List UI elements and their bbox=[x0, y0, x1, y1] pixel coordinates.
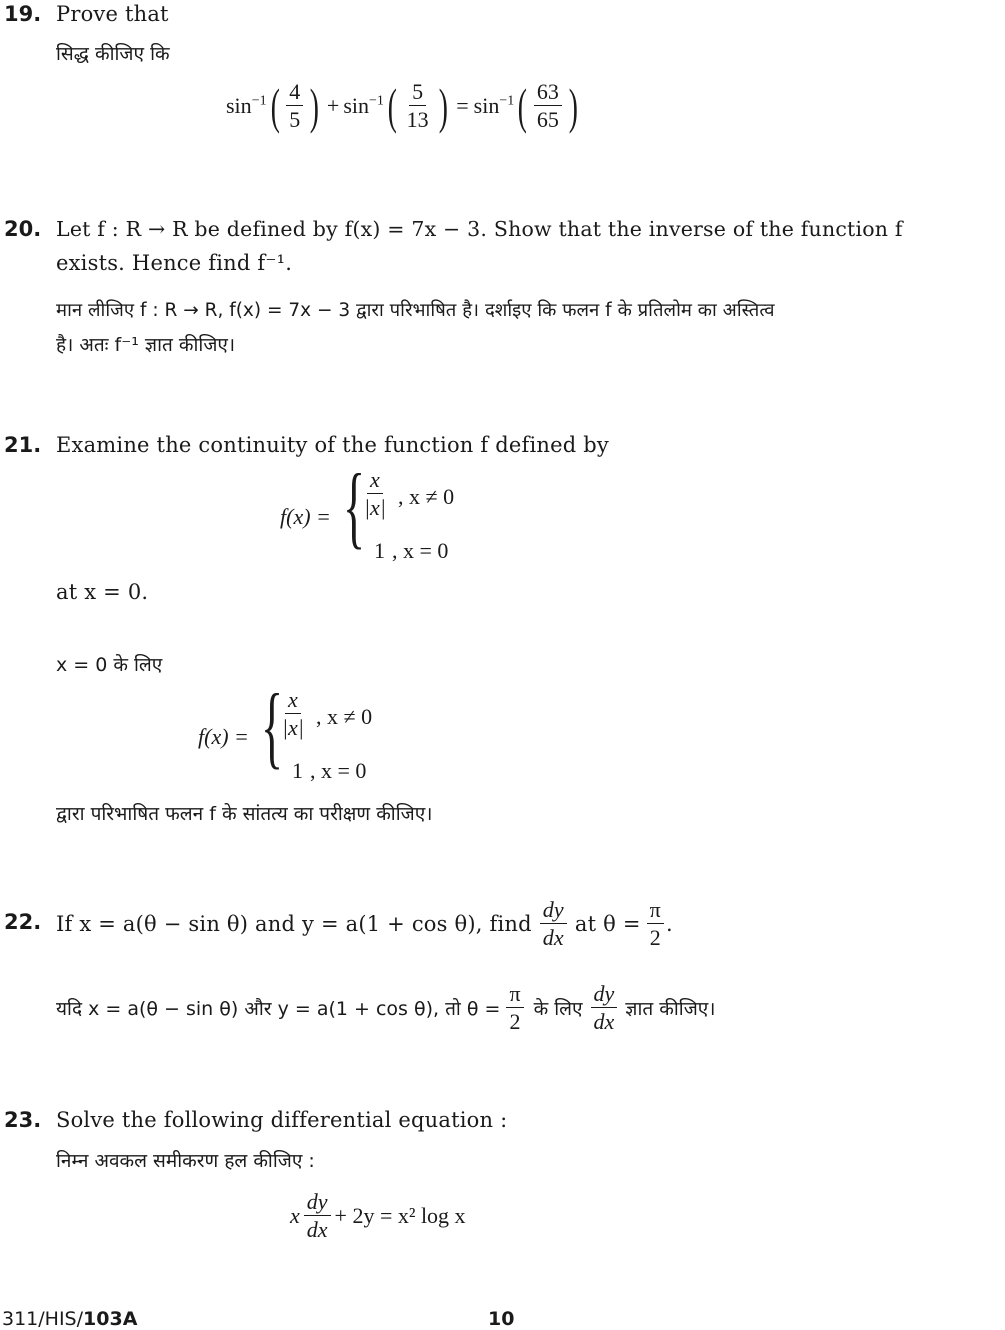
q22-hindi-prefix: यदि x = a(θ − sin θ) और y = a(1 + cos θ), तो θ = bbox=[56, 998, 501, 1020]
q22-hindi-middle: के लिए bbox=[533, 998, 583, 1020]
pi-over-2-fraction-hindi: $\frac{\pi}{2}$ bbox=[506, 982, 523, 1034]
q22-at-theta: at θ = bbox=[574, 912, 641, 936]
paren-group-2: ( $\frac{5}{13}$ ) bbox=[387, 78, 448, 135]
left-brace: { bbox=[343, 455, 366, 557]
paper-code bbox=[2, 1308, 137, 1330]
case-1-fraction: $\frac{x}{|x|}$ bbox=[364, 467, 386, 521]
sin-inverse-1: $\sin^{-1}$ bbox=[226, 93, 267, 119]
fx-label: f(x) = bbox=[198, 724, 249, 749]
fraction-4-5: $\frac{4}{5}$ bbox=[286, 80, 303, 132]
q21-english-text: Examine the continuity of the function f defined by bbox=[56, 433, 609, 457]
fraction-5-13: $\frac{5}{13}$ bbox=[406, 79, 429, 133]
plus-sign: + bbox=[326, 93, 340, 119]
q20-english-line-1: Let f : R → R be defined by f(x) = 7x − 3. Show that the inverse of the function f bbox=[56, 217, 903, 241]
q23-differential-equation bbox=[290, 1186, 466, 1246]
q22-period: . bbox=[665, 912, 673, 936]
q19-english-text: Prove that bbox=[56, 2, 169, 26]
case-2-value: 1 bbox=[374, 538, 385, 563]
left-brace: { bbox=[261, 675, 284, 777]
q20-english-line-2: exists. Hence find f⁻¹. bbox=[56, 251, 293, 275]
case-1-fraction: $\frac{x}{|x|}$ bbox=[282, 687, 304, 741]
q21-at-text: at x = 0. bbox=[56, 580, 149, 604]
paper-code-suffix: 103A bbox=[83, 1308, 138, 1330]
page-number: 10 bbox=[488, 1308, 515, 1330]
q21-piecewise-function-hindi bbox=[198, 675, 458, 786]
question-number-22: 22. bbox=[4, 910, 42, 934]
q22-hindi-line bbox=[56, 978, 716, 1038]
q22-english-line bbox=[56, 894, 673, 954]
q21-hindi-end: द्वारा परिभाषित फलन f के सांतत्य का परीक्षण कीजिए। bbox=[56, 803, 433, 825]
question-number-20: 20. bbox=[4, 217, 42, 241]
q22-english-prefix: If x = a(θ − sin θ) and y = a(1 + cos θ), find bbox=[56, 912, 532, 936]
case-1-condition: , x ≠ 0 bbox=[398, 484, 455, 509]
paren-group-3: ( $\frac{63}{65}$ ) bbox=[517, 78, 578, 135]
sin-inverse-3: $\sin^{-1}$ bbox=[473, 93, 515, 119]
case-2-condition: , x = 0 bbox=[392, 538, 449, 563]
paren-group-1: ( $\frac{4}{5}$ ) bbox=[270, 78, 320, 135]
q22-hindi-end: ज्ञात कीजिए। bbox=[625, 998, 716, 1020]
q20-hindi-line-1: मान लीजिए f : R → R, f(x) = 7x − 3 द्वारा परिभाषित है। दर्शाइए कि फलन f के प्रतिलोम का अस्तित्व bbox=[56, 300, 775, 321]
equals-sign: = bbox=[456, 93, 469, 119]
q20-hindi-line-2: है। अतः f⁻¹ ज्ञात कीजिए। bbox=[56, 334, 236, 356]
q23-english-text: Solve the following differential equation : bbox=[56, 1108, 508, 1132]
fraction-63-65: $\frac{63}{65}$ bbox=[534, 80, 562, 132]
question-number-19: 19. bbox=[4, 2, 42, 26]
case-2-condition: , x = 0 bbox=[310, 758, 367, 783]
question-number-23: 23. bbox=[4, 1108, 42, 1132]
q19-hindi-text: सिद्ध कीजिए कि bbox=[56, 43, 170, 65]
equation-rest: + 2y = x² log x bbox=[334, 1203, 466, 1228]
q23-hindi-text: निम्न अवकल समीकरण हल कीजिए : bbox=[56, 1150, 315, 1172]
question-number-21: 21. bbox=[4, 433, 42, 457]
case-2-value: 1 bbox=[292, 758, 303, 783]
q21-piecewise-function bbox=[280, 455, 540, 566]
case-1-condition: , x ≠ 0 bbox=[316, 704, 373, 729]
q19-equation bbox=[226, 78, 582, 135]
dy-dx-fraction-hindi: $\frac{dy}{dx}$ bbox=[591, 982, 618, 1034]
x-term: x bbox=[290, 1203, 300, 1228]
fx-label: f(x) = bbox=[280, 504, 331, 529]
paper-code-prefix: 311/HIS/ bbox=[2, 1308, 84, 1330]
q21-hindi-intro: x = 0 के लिए bbox=[56, 654, 163, 676]
pi-over-2-fraction: $\frac{\pi}{2}$ bbox=[647, 898, 664, 950]
sin-inverse-2: $\sin^{-1}$ bbox=[343, 93, 384, 119]
dy-dx-fraction: $\frac{dy}{dx}$ bbox=[304, 1190, 331, 1242]
dy-dx-fraction: $\frac{dy}{dx}$ bbox=[540, 898, 567, 950]
